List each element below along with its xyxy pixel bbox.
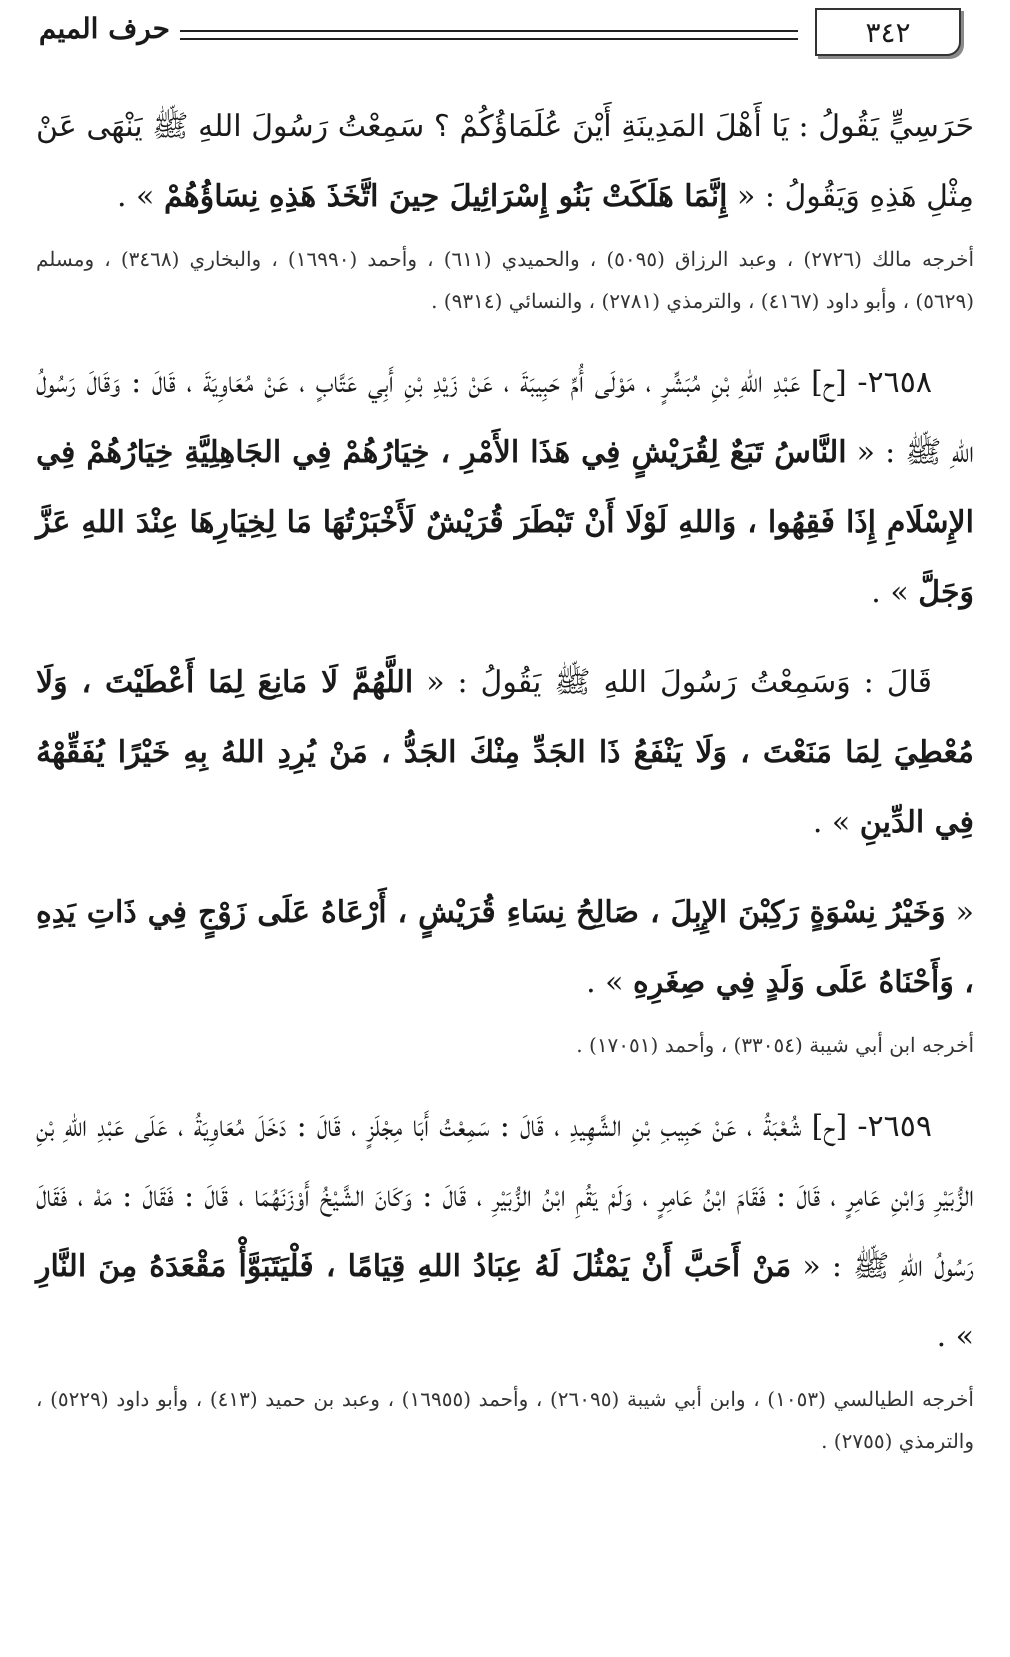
hadith-quote-close: » .: [871, 575, 919, 610]
hadith-text: حَرَسِيٍّ يَقُولُ : يَا أَهْلَ المَدِينَةِ أَيْنَ عُلَمَاؤُكُمْ ؟ سَمِعْتُ رَسُولَ اللهِ ﷺ يَنْهَى عَنْ مِثْلِ هَذِهِ وَيَقُولُ : «: [36, 109, 974, 214]
page-content: [36, 92, 974, 1462]
hadith-text: ٢٦٥٩- [ح] شُعْبَةُ ، عَنْ حَبِيبِ بْنِ الشَّهِيدِ ، قَالَ : سَمِعْتُ أَبَا مِجْلَزٍ ، قَالَ : دَخَلَ مُعَاوِيَةُ ، عَلَى عَبْدِ اللهِ بْنِ الزُّبَيْرِ وَابْنِ عَامِرٍ ، قَالَ : فَقَامَ ابْنُ عَامِرٍ ، وَلَمْ يَقُمِ ابْنُ الزُّبَيْرِ ، قَالَ : وَكَانَ الشَّيْخُ أَوْزَنَهُمَا ، قَالَ : فَقَالَ : مَهْ ، فَقَالَ رَسُولُ اللهِ ﷺ : «: [36, 1109, 974, 1284]
hadith-2659: [36, 1092, 974, 1372]
hadith-quote-close: » .: [936, 1319, 974, 1354]
takhrij-note: أخرجه مالك (٢٧٢٦) ، وعبد الرزاق (٥٠٩٥) ، والحميدي (٦١١) ، وأحمد (١٦٩٩٠) ، والبخاري (٣٤٦٨) ، ومسلم (٥٦٢٩) ، وأبو داود (٤١٦٧) ، والترمذي (٢٧٨١) ، والنسائي (٩٣١٤) .: [36, 247, 974, 313]
page-number-box: [815, 8, 961, 56]
hadith-quote-open: «: [945, 895, 974, 930]
page-number: ٣٤٢: [865, 15, 911, 49]
hadith-quote: وَخَيْرُ نِسْوَةٍ رَكِبْنَ الإِبِلَ ، صَالِحُ نِسَاءِ قُرَيْشٍ ، أَرْعَاهُ عَلَى زَوْجٍ فِي ذَاتِ يَدِهِ ، وَأَحْنَاهُ عَلَى وَلَدٍ فِي صِغَرِهِ: [36, 895, 974, 1000]
hadith-2658-isnad: [36, 348, 974, 628]
header-rule: [180, 30, 798, 40]
hadith-text: قَالَ : وَسَمِعْتُ رَسُولَ اللهِ ﷺ يَقُولُ : «: [413, 665, 933, 700]
hadith-quote: إِنَّمَا هَلَكَتْ بَنُو إِسْرَائِيلَ حِينَ اتَّخَذَ هَذِهِ نِسَاؤُهُمْ: [163, 179, 728, 214]
section-title: حرف الميم: [38, 12, 170, 45]
hadith-continuation: [36, 92, 974, 232]
hadith-quote-close: » .: [586, 965, 634, 1000]
hadith-quote-close: » .: [812, 805, 860, 840]
takhrij-note: أخرجه الطيالسي (١٠٥٣) ، وابن أبي شيبة (٢٦٠٩٥) ، وأحمد (١٦٩٥٥) ، وعبد بن حميد (٤١٣) ، وأبو داود (٥٢٢٩) ، والترمذي (٢٧٥٥) .: [36, 1387, 974, 1453]
hadith-text: ٢٦٥٨- [ح] عَبْدِ اللهِ بْنِ مُبَشِّرٍ ، مَوْلَى أُمِّ حَبِيبَةَ ، عَنْ زَيْدِ بْنِ أَبِي عَتَّابٍ ، عَنْ مُعَاوِيَةَ ، قَالَ : وَقَالَ رَسُولُ اللهِ ﷺ : «: [36, 365, 974, 470]
hadith-quote: النَّاسُ تَبَعٌ لِقُرَيْشٍ فِي هَذَا الأَمْرِ ، خِيَارُهُمْ فِي الجَاهِلِيَّةِ خِيَارُهُمْ فِي الإِسْلَامِ إِذَا فَقِهُوا ، وَاللهِ لَوْلَا أَنْ تَبْطَرَ قُرَيْشٌ لَأَخْبَرْتُهَا مَا لِخِيَارِهَا عِنْدَ اللهِ عَزَّ وَجَلَّ: [36, 435, 974, 610]
hadith-quote-close: » .: [116, 179, 164, 214]
hadith-quote: اللَّهُمَّ لَا مَانِعَ لِمَا أَعْطَيْتَ ، وَلَا مُعْطِيَ لِمَا مَنَعْتَ ، وَلَا يَنْفَعُ ذَا الجَدِّ مِنْكَ الجَدُّ ، مَنْ يُرِدِ اللهُ بِهِ خَيْرًا يُفَقِّهْهُ فِي الدِّينِ: [36, 665, 974, 840]
hadith-2658-third: [36, 878, 974, 1018]
hadith-quote: مَنْ أَحَبَّ أَنْ يَمْثُلَ لَهُ عِبَادُ اللهِ قِيَامًا ، فَلْيَتَبَوَّأْ مَقْعَدَهُ مِنَ النَّارِ: [36, 1249, 792, 1284]
takhrij-note: أخرجه ابن أبي شيبة (٣٣٠٥٤) ، وأحمد (١٧٠٥١) .: [576, 1033, 974, 1057]
hadith-2658-second: [36, 648, 974, 858]
